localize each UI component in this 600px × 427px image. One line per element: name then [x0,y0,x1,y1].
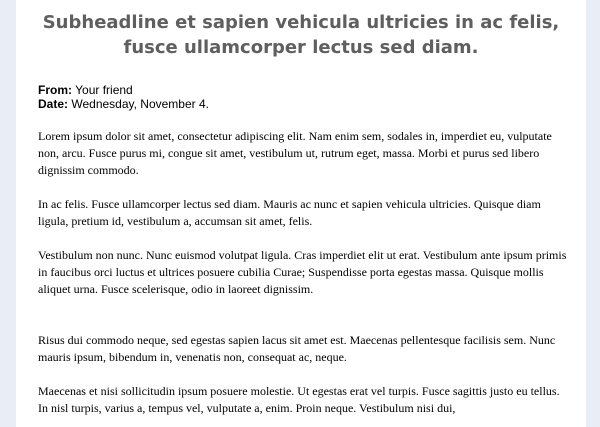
body-paragraph: Vestibulum non nunc. Nunc euismod volutpat ligula. Cras imperdiet elit ut erat. Vestibulum ante ipsum primis in faucibus orci luctus et ultrices posuere cubilia Curae; Suspendisse porta egestas massa. Quisque mollis aliquet urna. Fusce scelerisque, odio in laoreet dignissim. [38,248,567,296]
email-body [38,128,568,427]
email-page [16,0,586,427]
from-label: From: [38,83,72,97]
from-row [38,83,586,97]
body-paragraph: Maecenas et nisi sollicitudin ipsum posuere molestie. Ut egestas erat vel turpis. Fusce sagittis justo eu tellus. In nisl turpis, varius a, tempus vel, vulputate a, enim. Proin neque. Vestibulum nisi dui, [38,384,560,415]
body-paragraph: Lorem ipsum dolor sit amet, consectetur adipiscing elit. Nam enim sem, sodales in, imperdiet eu, vulputate non, arcu. Fusce purus mi, congue sit amet, vestibulum ut, rutrum eget, massa. Morbi et purus sed libero dignissim commodo. [38,129,552,177]
body-paragraph: In ac felis. Fusce ullamcorper lectus sed diam. Mauris ac nunc et sapien vehicula ultricies. Quisque diam ligula, pretium id, vestibulum a, accumsan sit amet, felis. [38,197,541,228]
from-value: Your friend [75,83,133,97]
date-value: Wednesday, November 4. [71,97,209,111]
email-meta [38,83,586,111]
subheadline: Subheadline et sapien vehicula ultricies in ac felis, fusce ullamcorper lectus sed diam. [42,12,560,58]
date-label: Date: [38,97,69,111]
date-row [38,97,586,111]
body-paragraph: Risus dui commodo neque, sed egestas sapien lacus sit amet est. Maecenas pellentesque facilisis sem. Nunc mauris ipsum, bibendum in, venenatis non, consequat ac, neque. [38,333,556,364]
